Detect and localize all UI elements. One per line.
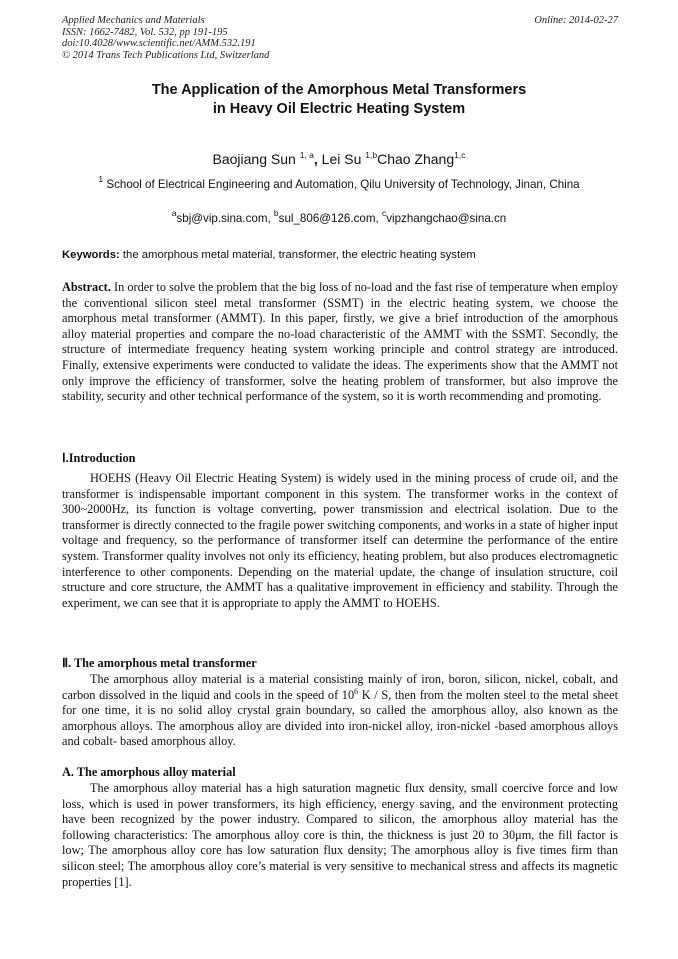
section-heading: Ⅱ. The amorphous metal transformer: [62, 656, 257, 670]
journal-name: Applied Mechanics and Materials: [62, 15, 205, 26]
abstract-text: In order to solve the problem that the big loss of no-load and the fast rise of temperature when employ the conventional silicon steel metal transformer (SSMT) in the electric heating system, we choose the amorphous metal transformer (AMMT). In this paper, firstly, we give a brief introduction of the amorphous alloy material properties and compare the no-load characteristic of the AMMT with the SSMT. Secondly, the structure of intermediate frequency heating system working principle and control strategy are introduced. Finally, extensive experiments were conducted to validate the ideas. The experiments show that the AMMT not only improve the efficiency of transformer, solve the heating problem of transformer, but also improve the stability, security and other technical performance of the system, so it is worth recommending and promoting.: [62, 280, 618, 404]
keywords: [62, 248, 618, 263]
title-line-2: in Heavy Oil Electric Heating System: [212, 101, 466, 117]
email-list: [40, 208, 638, 226]
paragraph: The amorphous alloy material has a high saturation magnetic flux density, small coercive force and low loss, which is used in power transformers, its high efficiency, energy saving, and the environment protecting have been recognized by the power industry. Compared to silicon, the amorphous alloy material has the following characteristics: The amorphous alloy core is thin, the thickness is just 20 to 30μm, the fill factor is low; The amorphous alloy core has low saturation flux density; The amorphous alloy is five times firm than silicon steel; The amorphous alloy core’s material is very sensitive to mechanical stress and affects its magnetic properties [1].: [62, 781, 618, 889]
abstract: [62, 280, 618, 405]
abstract-label: Abstract.: [62, 280, 111, 294]
email-sup: b: [273, 208, 279, 218]
author-name: Lei Su: [321, 151, 362, 167]
author-affil-sup: 1, a: [299, 150, 314, 160]
paragraph-text: The amorphous alloy material is a material consisting mainly of iron, boron, silicon, nickel, cobalt, and carbon dissolved in the liquid and cools in the speed of 10: [62, 672, 618, 702]
section-body: [62, 672, 618, 750]
email-sup: c: [381, 208, 387, 218]
online-date: Online: 2014-02-27: [534, 15, 618, 26]
email-link[interactable]: sbj@vip.sina.com,: [176, 212, 274, 225]
author-affil-sup: 1,b: [365, 150, 378, 160]
email-sup: a: [171, 208, 177, 218]
title-line-1: The Application of the Amorphous Metal Transformers: [151, 82, 527, 98]
journal-issn: ISSN: 1662-7482, Vol. 532, pp 191-195: [62, 26, 228, 38]
section-heading: Ⅰ.Introduction: [62, 451, 136, 465]
email-link[interactable]: sul_806@126.com,: [278, 212, 382, 225]
paper-title: [40, 81, 638, 119]
journal-copyright: © 2014 Trans Tech Publications Ltd, Switzerland: [62, 49, 270, 61]
subsection-heading: A. The amorphous alloy material: [62, 765, 236, 779]
exponent: 6: [354, 686, 359, 696]
affiliation-text: School of Electrical Engineering and Automation, Qilu University of Technology, Jinan, China: [106, 178, 580, 191]
author-affil-sup: 1,c: [454, 150, 466, 160]
paragraph: HOEHS (Heavy Oil Electric Heating System) is widely used in the mining process of crude oil, and the transformer is indispensable important component in this system. The transformer works in the context of 300~2000Hz, its function is voltage converting, power transmission and electrical isolation. Due to the transformer is directly connected to the fragile power switching components, and works in a state of higher input voltage and frequency, so the performance of transformer itself can determine the performance of the entire system. Transformer quality involves not only its efficiency, heating problem, but also produces electromagnetic interference to other components. Depending on the material update, the change of insulation structure, coil structure and core structure, the AMMT has a qualitative improvement in efficiency and stability. Through the experiment, we can see that it is appropriate to apply the AMMT to HOEHS.: [62, 471, 618, 610]
keywords-text: the amorphous metal material, transformer, the electric heating system: [119, 249, 476, 261]
affiliation: [40, 174, 638, 192]
section-body: [62, 471, 618, 611]
journal-doi: doi:10.4028/www.scientific.net/AMM.532.191: [62, 38, 256, 50]
affiliation-sup: 1: [98, 174, 104, 184]
author-list: Baojiang Sun $^{1, a}$, Lei Su $^{1,b}$Chao Zhang$^{1,c}$: [212, 150, 466, 167]
journal-header: [62, 15, 618, 61]
author-name: Chao Zhang: [377, 151, 455, 167]
author-name: Baojiang Sun: [212, 151, 296, 167]
paragraph: [62, 672, 618, 750]
keywords-label: Keywords:: [62, 249, 120, 261]
paragraph-text: K / S, then from the molten steel to the metal sheet for one time, it is no solid alloy crystal grain boundary, so called the amorphous alloy, also known as the amorphous alloys. The amorphous alloy are divided into iron-nickel alloy, iron-nickel -based amorphous alloys and cobalt- based amorphous alloy.: [62, 687, 618, 749]
email-link[interactable]: vipzhangchao@sina.cn: [386, 212, 507, 225]
section-body: [62, 781, 618, 890]
